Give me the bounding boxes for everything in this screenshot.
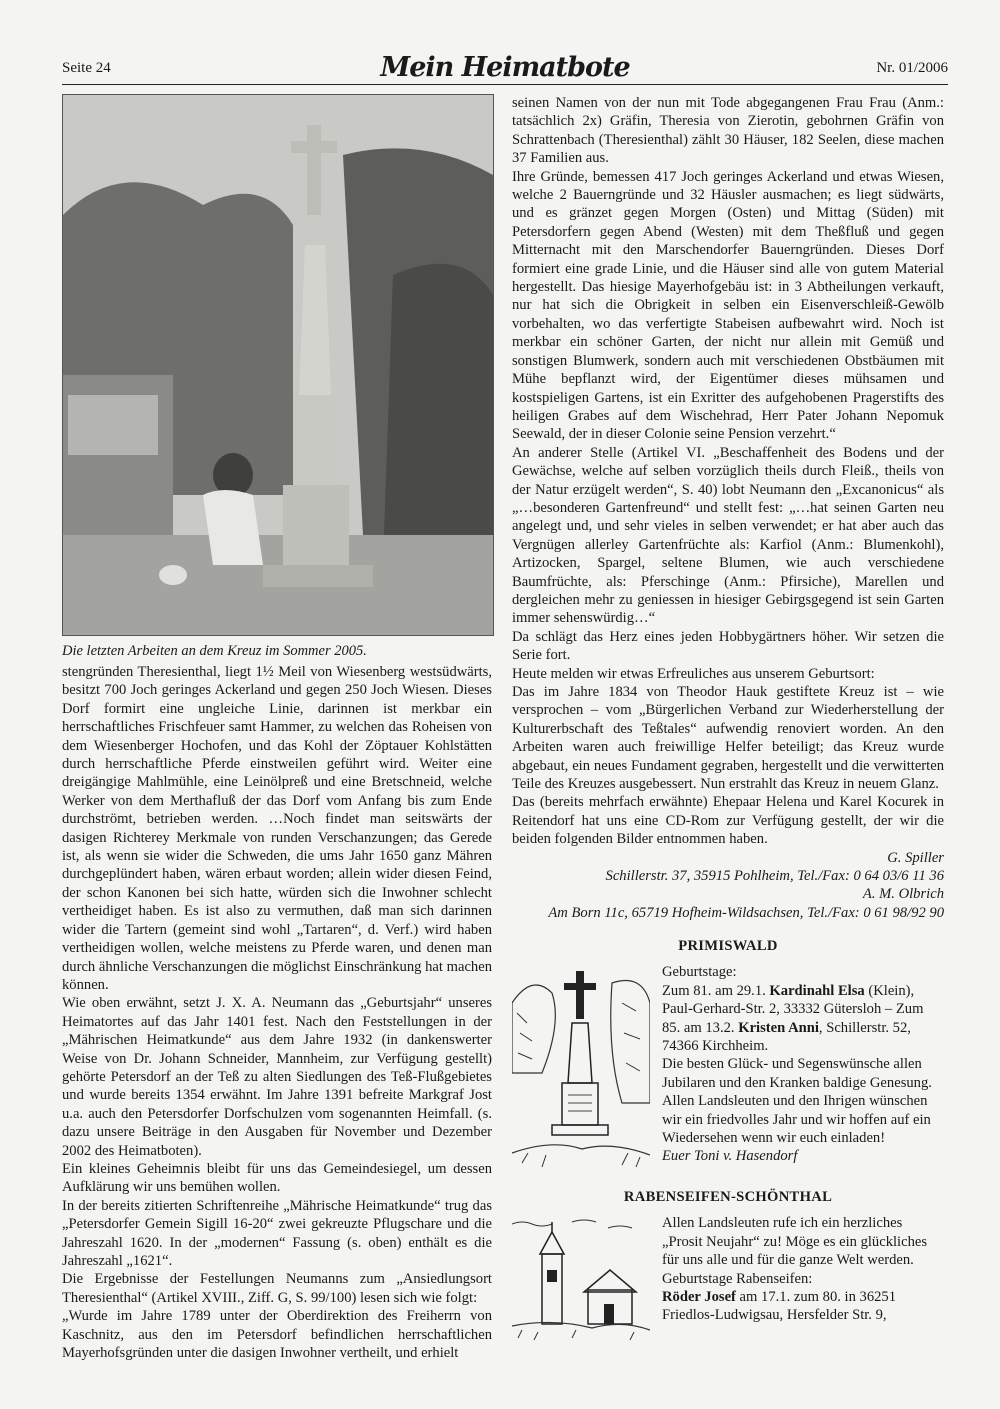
- photo-caption: Die letzten Arbeiten an dem Kreuz im Sommer 2005.: [62, 643, 367, 659]
- church-icon: [512, 1214, 650, 1344]
- wayside-cross-drawing: [512, 963, 650, 1173]
- section-signature: Euer Toni v. Hasendorf: [662, 1148, 798, 1165]
- issue-number: Nr. 01/2006: [876, 60, 948, 76]
- rabenseifen-section: [512, 1214, 944, 1344]
- cross-monument-photo: [62, 94, 494, 636]
- birthday-entries: Zum 81. am 29.1. Kardinahl Elsa (Klein), Paul-Gerhard-Str. 2, 33332 Gütersloh – Zum 85. am 13.2. Kristen Anni, Schillerstr. 52, 74366 Kirchheim.: [662, 982, 924, 1054]
- primiswald-text: [662, 963, 944, 1173]
- wayside-cross-icon: [512, 963, 650, 1173]
- birthday-heading: Geburtstage Rabenseifen:: [662, 1270, 813, 1287]
- article-paragraph: Wie oben erwähnt, setzt J. X. A. Neumann das „Geburtsjahr“ unseres Heimatortes auf das Jahr 1401 fest. Nach den Feststellungen in der „Mährischen Heimatkunde“ aus dem Jahre 1932 (in dankenswerter Weise von Dr. Johann Schneider, Mannheim, zur Verfügung gestellt) gehörte Petersdorf an der Teß zu alten Siedlungen des Teß-Flußgebietes und wurde bereits 1354 erwähnt. Im Jahre 1391 befreite Markgraf Jost u.a. auch den Petersdorfer Dorfschulzen vom sogenannten Heimfall. (s. dazu unsere Beiträge in den Ausgaben für November und Dezember 2002 des Heimatboten).: [62, 995, 492, 1159]
- article-paragraph: Heute melden wir etwas Erfreuliches aus unserem Geburtsort:: [512, 665, 875, 682]
- article-paragraph: An anderer Stelle (Artikel VI. „Beschaffenheit des Bodens und der Gewächse, welche auf selben vorzüglich theils durch Fleiß., theils von der Natur erzügelt werden“, S. 40) lobt Neumann den „Excanonicus“ als „…besonderen Gartenfreund“ und stellt fest: „…hat seinen Garten neu angelegt und, und sehr vieles in selben verwendet; er hat aber auch das Vergnügen allerley Gartenfrüchte als: Karfiol (Anm.: Blumenkohl), Artizocken, Spargel, seltene Blumen, wie auch verschiedene Baumfrüchte, als: Pferschinge (Anm.: Pfirsiche), Marellen und dergleichen mehr zu geniessen in hiesiger Gebirgsgegend ist sein Garten immer sehenswürdig…“: [512, 444, 944, 627]
- birthday-name: Kardinahl Elsa: [769, 982, 865, 999]
- birthday-heading: Geburtstage:: [662, 964, 737, 981]
- greeting-text: Allen Landsleuten rufe ich ein herzliches „Prosit Neujahr“ zu! Möge es ein glückliches für uns alle und für die ganze Welt werden.: [662, 1215, 928, 1269]
- author-name: A. M. Olbrich: [862, 886, 944, 903]
- article-paragraph: In der bereits zitierten Schriftenreihe „Mährische Heimatkunde“ trug das „Petersdorfer Gemein Sigill 16-20“ zwei gekreuzte Pflugschare und die Jahreszahl 1620. In der „modernen“ Fassung (s. oben) enthält es die Jahreszahl „1621“.: [62, 1197, 492, 1269]
- author-address: Am Born 11c, 65719 Hofheim-Wildsachsen, Tel./Fax: 0 61 98/92 90: [548, 904, 944, 921]
- article-paragraph: seinen Namen von der nun mit Tode abgegangenen Frau Frau (Anm.: tatsächlich 2x) Gräfin, Theresia von Zierotin, gebohrnen Gräfin von Schrattenbach (Theresienthal) zählt 30 Häuser, 182 Seelen, diese machen 37 Familien aus.: [512, 95, 944, 167]
- masthead-logo: Mein Heimatbote: [380, 52, 630, 83]
- primiswald-section: [512, 963, 944, 1173]
- page-number: Seite 24: [62, 60, 111, 76]
- article-paragraph: Ihre Gründe, bemessen 417 Joch geringes Ackerland und etwas Wiesen, welche 2 Bauerngründe und 32 Häusler ausmachen; es liegt südwärts, und es gränzet gegen Morgen (Osten) und Mittag (Süden) mit Petersdorfern gegen Abend (Westen) mit dem Theßfluß und gegen Mitternacht mit den Marschendorfer Bauerngründen. Dieses Dorf formiert eine grade Linie, und die Häuser sind alle von gutem Material hergestellt. Das hiesige Mayerhofgebäu ist: in 3 Abtheilungen verkauft, nur hat sich die Obrigkeit in selben ein Eisenverschleiß-Gewölb vorbehalten, wo das verfertigte Stabeisen aufbewahrt wird. Noch ist merkbar ein schöner Garten, der nicht nur allein mit Gemüß und sonstigen Blumwerk, sondern auch mit verschiedenen Obstbäumen mit Mühe bepflanzt wird, der Eigentümer dieses mühsamen und kostspieligen Gartens, ist ein Exritter des aufgehobenen Pragerstifts des heiligen Grabes auf dem Wischehrad, Herr Pater Johann Nepomuk Seewald, der in dieser Colonie seine Pension verzehrt.“: [512, 168, 944, 443]
- article-paragraph: Die Ergebnisse der Festellungen Neumanns zum „Ansiedlungsort Theresienthal“ (Artikel XVIII., Ziff. G, S. 99/100) lesen sich wie folgt:: [62, 1271, 492, 1306]
- article-paragraph: Ein kleines Geheimnis bleibt für uns das Gemeindesiegel, um dessen Aufklärung wir uns bemühen wollen.: [62, 1160, 492, 1196]
- greeting-text: Allen Landsleuten und den Ihrigen wünschen wir ein friedvolles Jahr und wir hoffen auf ein Wiedersehen wenn wir euch einladen!: [662, 1093, 931, 1146]
- article-paragraph: „Wurde im Jahre 1789 unter der Oberdirektion des Freiherrn von Kaschnitz, aus den im Petersdorf befindlichen herrschaftlichen Mayerhofsgründen unter die dasigen Inwohner vertheilt, und erhielt: [62, 1308, 492, 1362]
- left-column: [62, 94, 492, 1362]
- author-name: G. Spiller: [887, 849, 944, 866]
- section-title-primiswald: PRIMISWALD: [678, 938, 778, 955]
- section-title-rabenseifen: RABENSEIFEN-SCHÖNTHAL: [623, 1189, 833, 1206]
- rabenseifen-text: [662, 1214, 944, 1344]
- article-paragraph: Das im Jahre 1834 von Theodor Hauk gestiftete Kreuz ist – wie versprochen – vom „Bürgerlichen Verband zur Wiederherstellung der Kulturerbschaft des Teßtales“ aufwendig renoviert worden. An den Arbeiten waren auch freiwillige Helfer beteiligt; das Kreuz wurde abgebaut, ein neues Fundament gegraben, hergestellt und die verwitterten Teile des Kreuzes ausgebessert. Nun erstrahlt das Kreuz in neuem Glanz.: [512, 684, 944, 793]
- article-paragraph: Da schlägt das Herz eines jeden Hobbygärtners höher. Wir setzen die Serie fort.: [512, 628, 944, 664]
- page-header: [62, 52, 948, 86]
- author-address: Schillerstr. 37, 35915 Pohlheim, Tel./Fax: 0 64 03/6 11 36: [605, 868, 944, 885]
- greeting-text: Die besten Glück- und Segenswünsche allen Jubilaren und den Kranken baldige Genesung.: [662, 1056, 932, 1091]
- right-column: [512, 94, 944, 1344]
- article-paragraph: Das (bereits mehrfach erwähnte) Ehepaar Helena und Karel Kocurek in Reitendorf hat uns eine CD-Rom zur Verfügung gestellt, der wir die beiden folgenden Bilder entnommen haben.: [512, 794, 944, 848]
- birthday-name: Kristen Anni: [738, 1019, 819, 1036]
- article-paragraph: stengründen Theresienthal, liegt 1½ Meil von Wiesenberg westsüdwärts, besitzt 700 Joch geringes Ackerland und gegen 250 Joch Wiesen. Dieses Dorf formirt eine ungleiche Linie, darinnen ist merkbar ein herrschaftliches Frischfeuer samt Hammer, zu welchen das Roheisen von dem Wiesenberger Hochofen, und das Kohl der Zöptauer Kohlstätten durch herrschaftliche Pferde einstweilen geführt wird. Weiter eine dreigängige Mahlmühle, eine Leinölpreß und eine Bretschneid, welche Werker von dem Merthafluß der das Dorf vom Anfang bis zum Ende durchströmt, betrieben werden. …Noch findet man seitswärts der dasigen Richterey Merkmale von runden Verschanzungen; das Gerede ist, als wenn sie wider die Schweden, die ums Jahr 1650 ganz Mähren durchgeplündert haben, wären erbaut worden; allein wider diesen Feind, der schon Kanonen bei sich hatte, würden sich die Inwohner schlecht vertheidiget haben. Es ist also zu vermuthen, daß man sich darinnen wider die Tartern (gemeint sind wohl „Tartaren“, d. Verf.) wird haben vertheidigen wollen, welche meistens zu Pferde waren, und denen man durch ähnliche Verschanzungen die möglichst Einschränkung hat machen können.: [62, 664, 492, 993]
- birthday-name: Röder Josef: [662, 1288, 736, 1305]
- village-church-drawing: [512, 1214, 650, 1344]
- photo-scene: [63, 95, 493, 635]
- birthday-entries: Röder Josef am 17.1. zum 80. in 36251 Friedlos-Ludwigsau, Hersfelder Str. 9,: [662, 1288, 897, 1324]
- header-rule: [62, 84, 948, 85]
